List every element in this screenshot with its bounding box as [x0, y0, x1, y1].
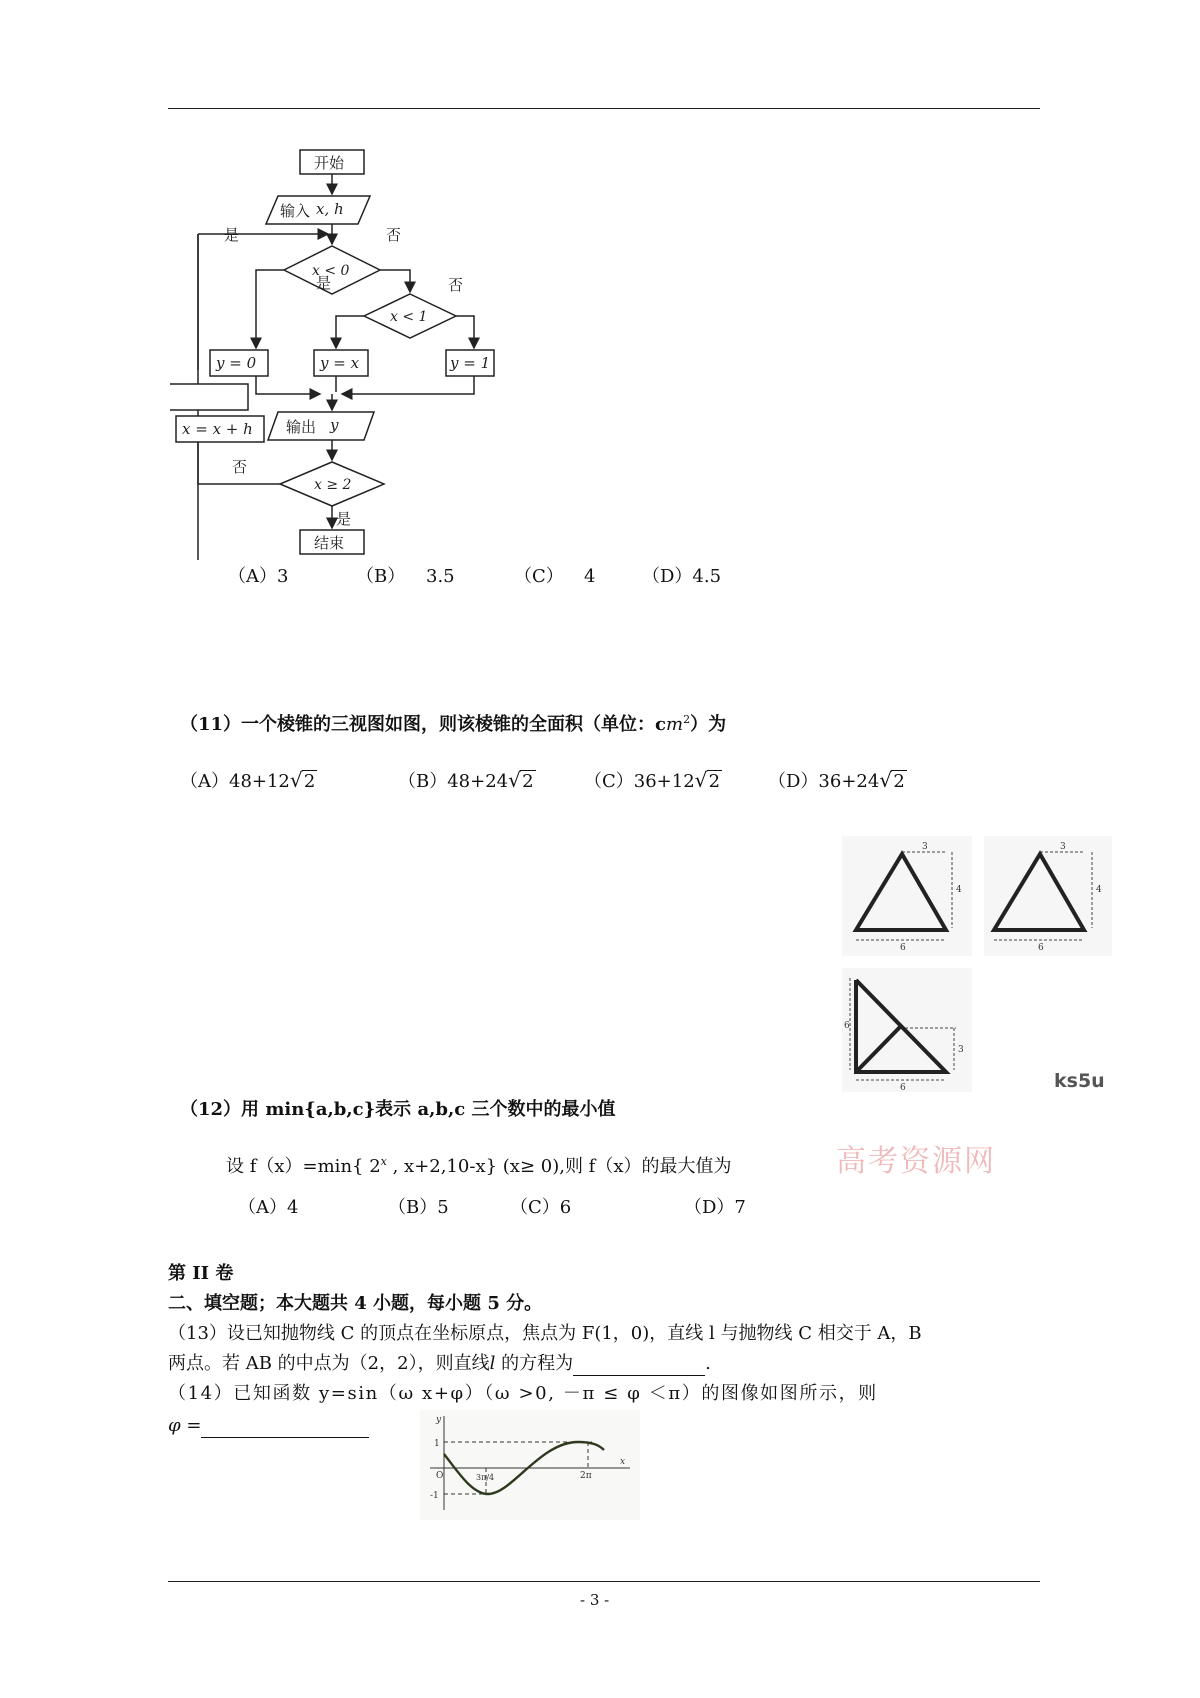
- q11-unit-m: m: [666, 714, 684, 735]
- q11-plan-left: 6: [844, 1021, 850, 1031]
- flow-output-label: 输出: [286, 418, 317, 436]
- page-number: - 3 -: [580, 1591, 610, 1609]
- part2-title: 第 II 卷: [168, 1263, 234, 1284]
- flow-cond2-label: x < 1: [390, 309, 428, 325]
- q11-front-side: 4: [956, 885, 962, 895]
- q13-line2: [168, 1352, 711, 1376]
- q14-tick-b: 2π: [580, 1471, 592, 1481]
- flow-no-2: 否: [448, 276, 464, 294]
- q12-line: [226, 1150, 731, 1179]
- q11-unit-exp: 2: [683, 713, 691, 726]
- flow-cond3-label: x ≥ 2: [314, 477, 352, 493]
- q13-line2-pre: 两点。若 AB 的中点为（2，2），则直线: [168, 1353, 490, 1374]
- flow-box-update: [170, 384, 248, 410]
- q11-option-c: [584, 770, 722, 794]
- q11-option-d: [768, 770, 907, 794]
- q13-line2-var: l: [489, 1353, 496, 1374]
- q11-plan-bottom: 6: [900, 1083, 906, 1092]
- q13-answer-blank[interactable]: [573, 1357, 705, 1376]
- q13-line1: （13）设已知抛物线 C 的顶点在坐标原点，焦点为 F(1，0)，直线 l 与抛物线 C 相交于 A，B: [168, 1323, 922, 1344]
- flow-start-label: 开始: [314, 154, 345, 172]
- q10-option-c: （C）: [514, 566, 564, 587]
- flow-no-1: 否: [386, 226, 402, 244]
- q14-line2: [168, 1414, 369, 1438]
- flow-update-label: x = x + h: [182, 420, 253, 438]
- q11-stem: [180, 708, 726, 737]
- q11-option-b: [398, 770, 536, 794]
- q11-plan-right: 3: [958, 1045, 964, 1055]
- header-rule: [168, 108, 1040, 109]
- q13-line2-end: .: [705, 1353, 711, 1374]
- q12-line-pre: 设 f（x）=min{ 2: [226, 1156, 381, 1177]
- q11-side-side: 4: [1096, 885, 1102, 895]
- q11-option-b-label: （B）48+24: [398, 771, 509, 792]
- q11-side-view: [984, 836, 1112, 956]
- q11-front-view: [842, 836, 972, 956]
- q14-graph: [420, 1410, 640, 1520]
- q14-tick-a: 3π/4: [476, 1473, 495, 1482]
- q11-front-top: 3: [922, 842, 928, 852]
- q14-x-label: x: [620, 1457, 626, 1467]
- part2-section: 二、填空题；本大题共 4 小题，每小题 5 分。: [168, 1293, 543, 1314]
- q11-stem-text: （11）一个棱锥的三视图如图，则该棱锥的全面积（单位：c: [180, 714, 667, 735]
- q12-stem: （12）用 min{a,b,c}表示 a,b,c 三个数中的最小值: [180, 1099, 616, 1120]
- q12-line-exp: x: [380, 1155, 387, 1168]
- flow-input-label: 输入: [280, 202, 311, 220]
- q14-origin: O: [436, 1471, 444, 1481]
- q10-option-c-value: 4: [584, 566, 596, 587]
- q11-option-d-root: 2: [893, 771, 905, 792]
- q12-line-post: , x+2,10-x} (x≥ 0),则 f（x）的最大值为: [386, 1156, 732, 1177]
- flow-cond1-label: x < 0: [312, 263, 350, 279]
- q14-answer-blank[interactable]: [201, 1419, 369, 1438]
- q12-option-d: （D）7: [684, 1197, 746, 1218]
- q14-y-top: 1: [434, 1439, 440, 1449]
- q10-option-d: （D）4.5: [642, 566, 722, 587]
- q11-side-top: 3: [1060, 842, 1066, 852]
- flow-no-3: 否: [232, 458, 248, 476]
- flow-yes-1: 是: [224, 226, 240, 244]
- flow-yes-2: 是: [316, 274, 332, 292]
- site-watermark: 高考资源网: [836, 1144, 996, 1179]
- q11-option-d-label: （D）36+24: [768, 771, 880, 792]
- q14-line2-label: φ =: [168, 1415, 202, 1436]
- flow-yes-3: 是: [336, 510, 352, 528]
- flow-box-yx-label: y = x: [320, 354, 360, 372]
- q11-stem-end: ）为: [690, 714, 727, 735]
- q11-side-bottom: 6: [1038, 943, 1044, 953]
- q11-option-c-root: 2: [708, 771, 721, 792]
- flowchart: [170, 140, 550, 560]
- flow-output-box: [268, 412, 374, 440]
- q14-y-bottom: -1: [430, 1491, 439, 1501]
- q11-front-bottom: 6: [900, 943, 906, 953]
- flow-box-y0-label: y = 0: [216, 354, 257, 372]
- flow-box-y1-label: y = 1: [450, 354, 491, 372]
- flow-output-var: y: [330, 416, 339, 434]
- q11-option-a-root: 2: [303, 771, 316, 792]
- flow-end-label: 结束: [314, 534, 345, 552]
- q11-option-c-label: （C）36+12: [584, 771, 695, 792]
- q14-y-label: y: [436, 1415, 442, 1425]
- q13-line2-post: 的方程为: [495, 1353, 574, 1374]
- q11-option-b-root: 2: [522, 771, 534, 792]
- q11-plan-view: [842, 968, 972, 1092]
- ks5u-logo: ks5u: [1054, 1070, 1105, 1092]
- q11-option-a: [180, 770, 317, 794]
- q12-option-a: （A）4: [238, 1197, 299, 1218]
- q14-line1: （14）已知函数 y=sin（ω x+φ）（ω >0, －π ≤ φ ＜π）的图像如图所示，则: [168, 1383, 878, 1404]
- q10-option-b: （B）: [356, 566, 406, 587]
- q10-option-b-value: 3.5: [426, 566, 455, 587]
- footer-rule: [168, 1581, 1040, 1582]
- q11-option-a-label: （A）48+12: [180, 771, 290, 792]
- flow-input-vars: x, h: [316, 200, 344, 218]
- q10-option-a: （A）3: [228, 566, 289, 587]
- flowchart-update: [174, 412, 268, 446]
- q12-option-b: （B）5: [388, 1197, 449, 1218]
- q12-option-c: （C）6: [510, 1197, 572, 1218]
